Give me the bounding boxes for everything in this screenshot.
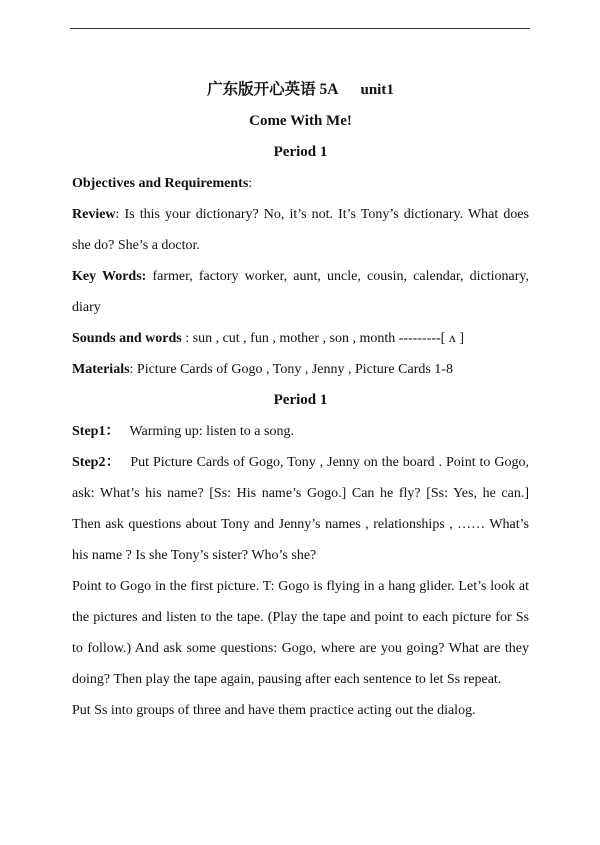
step-paragraph: [72, 447, 529, 571]
materials-label: Materials: [72, 362, 130, 377]
step-paragraph: [72, 416, 529, 447]
body-paragraph: Put Ss into groups of three and have them practice acting out the dialog.: [72, 703, 476, 718]
materials-paragraph: [72, 354, 529, 385]
title-unit: unit1: [360, 82, 394, 98]
document-title: [72, 74, 529, 106]
period-heading-second: Period 1: [273, 392, 328, 408]
step-text: Warming up: listen to a song.: [129, 424, 294, 439]
review-label: Review: [72, 207, 116, 222]
period-heading: Period 1: [273, 144, 328, 160]
key-words-text: farmer, factory worker, aunt, uncle, cousin, calendar, dictionary, diary: [72, 269, 529, 315]
document-subtitle: Come With Me!: [249, 113, 352, 129]
title-chinese: 广东版开心英语 5A: [207, 81, 339, 98]
sounds-text: : sun , cut , fun , mother , son , month ---------[ ʌ ]: [181, 331, 465, 346]
key-words-paragraph: [72, 261, 529, 323]
step-text: Put Picture Cards of Gogo, Tony , Jenny on the board . Point to Gogo, ask: What’s his name? [Ss: His name’s Gogo.] Can he fly? [Ss: Yes, he can.] Then ask questions about Tony and Jenny’s names , relationships , …… What’s his name ? Is she Tony’s sister? Who’s she?: [72, 455, 529, 563]
step-label: Step1：: [72, 424, 120, 439]
header-rule: [70, 28, 530, 29]
body-paragraph: Point to Gogo in the first picture. T: Gogo is flying in a hang glider. Let’s look at the pictures and listen to the tape. (Play the tape and point to each picture for Ss to follow.) And ask some questions: Gogo, where are you going? What are they doing? Then play the tape again, pausing after each sentence to let Ss repeat.: [72, 579, 529, 687]
key-words-label: Key Words:: [72, 269, 147, 284]
objectives-heading: [72, 168, 529, 199]
sounds-label: Sounds and words: [72, 331, 182, 346]
review-text: : Is this your dictionary? No, it’s not. It’s Tony’s dictionary. What does she do? She’s a doctor.: [72, 207, 529, 253]
objectives-label: Objectives and Requirements: [72, 176, 249, 191]
materials-text: : Picture Cards of Gogo , Tony , Jenny , Picture Cards 1-8: [129, 362, 453, 377]
review-paragraph: [72, 199, 529, 261]
objectives-colon: :: [248, 176, 253, 191]
sounds-paragraph: [72, 323, 529, 354]
document-page: [72, 74, 529, 726]
step-label: Step2：: [72, 455, 121, 470]
